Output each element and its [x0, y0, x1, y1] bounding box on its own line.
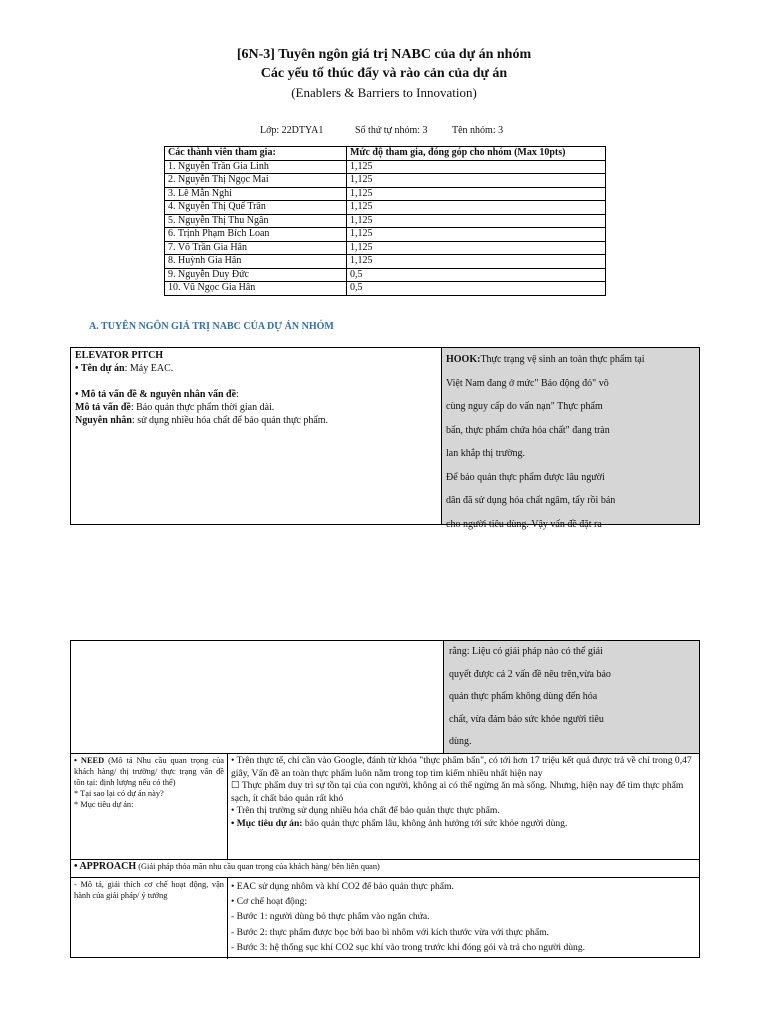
group-number-label: Số thứ tự nhóm: 3	[355, 125, 428, 136]
need-question-why: * Tại sao lại có dự án này?	[74, 789, 164, 798]
table-header-row	[165, 147, 606, 161]
member-score: 1,125	[347, 214, 606, 228]
problem-desc-value: : Bảo quản thực phẩm thời gian dài.	[130, 402, 275, 413]
cause-label: Nguyên nhân	[75, 415, 132, 426]
member-score: 1,125	[347, 160, 606, 174]
need-label: • NEED	[74, 756, 105, 765]
problem-desc-label: Mô tả vấn đề	[75, 402, 131, 413]
hook-line: cùng nguy cấp do vấn nạn" Thực phẩm	[446, 401, 603, 412]
table-row	[165, 241, 606, 255]
member-score: 1,125	[347, 187, 606, 201]
members-header: Các thành viên tham gia:	[165, 147, 347, 161]
contribution-header: Mức độ tham gia, đóng góp cho nhóm (Max 10pts)	[347, 147, 606, 161]
need-paragraph: ☐ Thực phẩm duy trì sự tồn tại của con người, không ai có thể ngừng ăn mà sống. Nhưng, hiện nay để tìm thực phẩm sạch, ít chất bảo quản rất khó	[231, 780, 684, 804]
hook-line: lan khắp thị trường.	[446, 448, 526, 459]
approach-content-cell	[228, 878, 700, 959]
member-name: 4. Nguyễn Thị Quế Trân	[165, 201, 347, 215]
member-name: 3. Lê Mẫn Nghi	[165, 187, 347, 201]
approach-description: - Mô tả, giải thích cơ chế hoạt động, vận hành của giải pháp/ ý tưởng	[74, 880, 224, 900]
member-score: 1,125	[347, 228, 606, 242]
table-row	[165, 160, 606, 174]
table-row	[165, 201, 606, 215]
table-row	[165, 268, 606, 282]
elevator-pitch-left	[71, 348, 441, 524]
member-name: 8. Huỳnh Gia Hân	[165, 255, 347, 269]
problem-heading-tail: :	[236, 389, 239, 400]
need-label-desc: (Mô tả Nhu cầu quan trọng của khách hàng/ thị trường/ thực trạng vấn đề tồn tại: định lượng nếu có thể)	[74, 756, 225, 787]
approach-line: - Bước 2: thực phẩm được bọc bởi bao bì nhôm với kích thước vừa với thực phẩm.	[231, 926, 549, 938]
empty-cell	[71, 641, 443, 753]
member-name: 10. Vũ Ngọc Gia Hân	[165, 282, 347, 296]
need-question-goal: * Mục tiêu dự án:	[74, 800, 134, 809]
approach-label: • APPROACH	[74, 861, 137, 872]
problem-heading: • Mô tả vấn đề & nguyên nhân vấn đề	[75, 389, 237, 400]
approach-label-desc: (Giải pháp thỏa mãn nhu cầu quan trọng của khách hàng/ bên liên quan)	[136, 862, 380, 871]
table-row	[165, 187, 606, 201]
member-score: 1,125	[347, 255, 606, 269]
hook-label: HOOK:	[446, 354, 481, 365]
member-score: 0,5	[347, 282, 606, 296]
table-row	[165, 174, 606, 188]
member-name: 2. Nguyễn Thị Ngọc Mai	[165, 174, 347, 188]
table-row	[165, 282, 606, 296]
hook-line: Thực trạng vệ sinh an toàn thực phẩm tại	[480, 354, 645, 365]
group-name-label: Tên nhóm: 3	[452, 125, 504, 136]
nabc-table-continued	[70, 640, 700, 958]
hook-cont-line: quản thực phẩm không dùng đến hóa	[449, 691, 598, 702]
document-subtitle: Các yếu tố thúc đẩy và rào cản của dự án	[260, 66, 508, 81]
member-score: 1,125	[347, 174, 606, 188]
approach-line: - Bước 3: hệ thống sục khí CO2 sục khí vào trong trước khi đóng gói và trả cho người dùng.	[231, 941, 586, 953]
member-name: 1. Nguyễn Trần Gia Linh	[165, 160, 347, 174]
member-name: 6. Trịnh Phạm Bích Loan	[165, 228, 347, 242]
table-row	[165, 255, 606, 269]
approach-heading-cell	[71, 860, 700, 877]
hook-line: bẩn, thực phẩm chứa hóa chất" đang tràn	[446, 424, 610, 436]
cause-value: : sử dụng nhiều hóa chất để bảo quản thực phẩm.	[131, 415, 329, 426]
approach-left-cell	[71, 878, 227, 959]
class-label: Lớp: 22DTYA1	[260, 125, 324, 136]
member-score: 1,125	[347, 241, 606, 255]
table-row	[165, 214, 606, 228]
elevator-pitch-box	[70, 347, 700, 530]
hook-cont-line: chất, vừa đảm bảo sức khỏe người tiêu	[449, 713, 604, 725]
member-name: 5. Nguyễn Thị Thu Ngân	[165, 214, 347, 228]
hook-line: Việt Nam đang ở mức" Báo động đỏ" vô	[446, 377, 609, 389]
need-paragraph: • Trên thị trường sử dụng nhiều hóa chất để bảo quản thực thực phẩm.	[231, 805, 500, 816]
hook-cont-line: dùng.	[449, 736, 472, 747]
hook-line: cho người tiêu dùng. Vậy vấn đề đặt ra	[446, 518, 602, 530]
project-name-value: : Máy EAC.	[124, 363, 174, 374]
members-table	[164, 146, 606, 296]
need-content-cell	[228, 754, 700, 859]
hook-continued-cell	[443, 641, 699, 753]
member-name: 9. Nguyễn Duy Đức	[165, 268, 347, 282]
hook-line: Để bảo quản thực phẩm được lâu người	[446, 471, 605, 483]
elevator-pitch-heading: ELEVATOR PITCH	[75, 350, 164, 361]
document-title: [6N-3] Tuyên ngôn giá trị NABC của dự án nhóm	[236, 47, 532, 62]
member-score: 1,125	[347, 201, 606, 215]
approach-line: - Bước 1: người dùng bỏ thực phẩm vào ngăn chứa.	[231, 911, 430, 923]
document-subtitle-english: (Enablers & Barriers to Innovation)	[291, 85, 477, 100]
goal-value: bảo quản thực phẩm lâu, không ảnh hưởng tới sức khỏe người dùng.	[302, 817, 568, 829]
member-name: 7. Võ Trần Gia Hân	[165, 241, 347, 255]
need-label-cell	[71, 754, 227, 859]
approach-line: • Cơ chế hoạt động:	[231, 896, 308, 908]
hook-cont-line: rằng: Liệu có giải pháp nào có thể giải	[449, 646, 603, 657]
goal-label: • Mục tiêu dự án:	[231, 817, 303, 829]
section-heading: A. TUYÊN NGÔN GIÁ TRỊ NABC CỦA DỰ ÁN NHÓM	[89, 321, 334, 332]
hook-cell	[441, 348, 699, 530]
hook-cont-line: quyết được cả 2 vấn đề nêu trên,vừa bảo	[449, 668, 611, 680]
table-row	[165, 228, 606, 242]
project-name-label: • Tên dự án	[75, 363, 125, 374]
member-score: 0,5	[347, 268, 606, 282]
need-paragraph: • Trên thực tế, chỉ cần vào Google, đánh từ khóa "thực phẩm bẩn", có tới hơn 17 triệu kết quả được trả về chỉ trong 0,47 giây, Vấn đề an toàn thực phẩm luôn nằm trong top tìm kiếm nhiều nhất hiện nay	[231, 755, 692, 779]
hook-line: dân đã sử dụng hóa chất ngâm, tẩy rồi bán	[446, 495, 616, 506]
approach-line: • EAC sử dụng nhôm và khí CO2 để bảo quản thực phẩm.	[231, 881, 454, 892]
